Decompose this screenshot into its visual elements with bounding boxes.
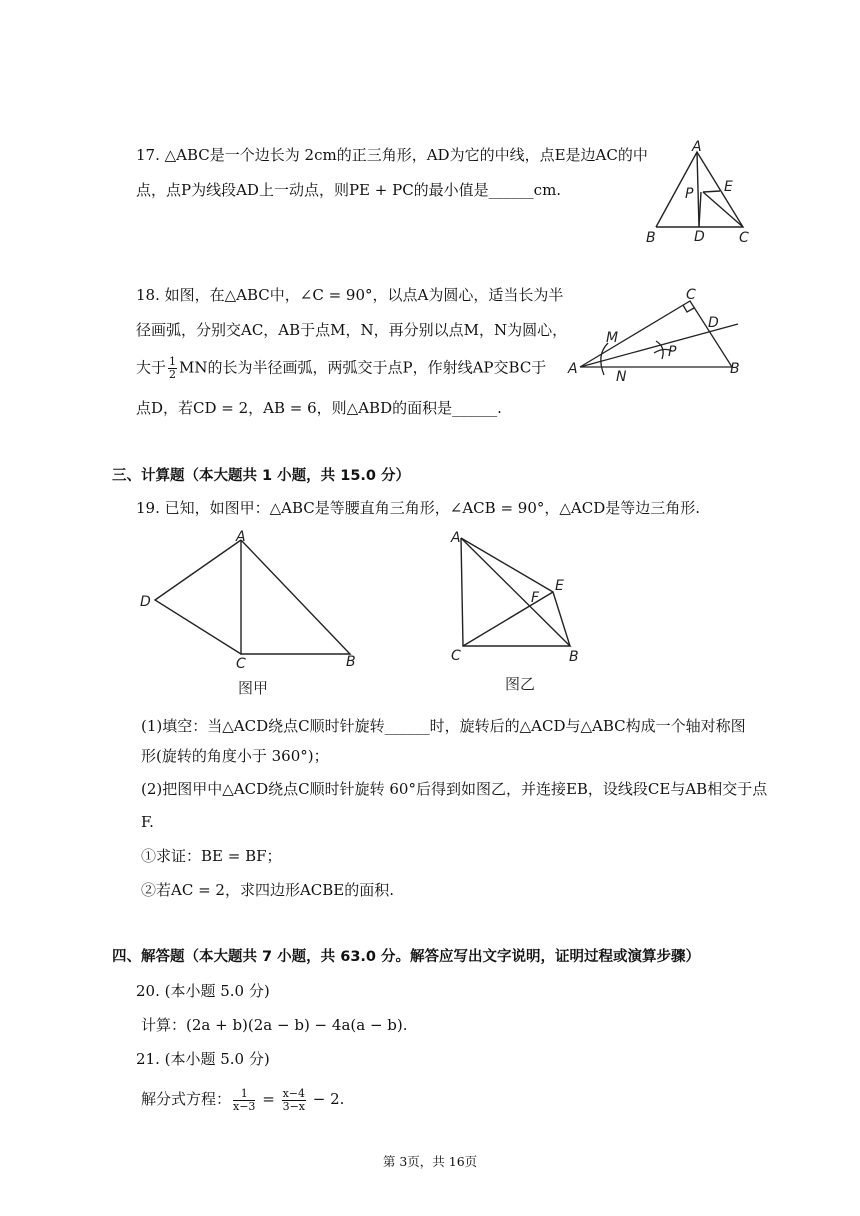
q18-line3-pre: 大于 xyxy=(136,358,167,377)
figure-17 xyxy=(640,140,760,250)
fig17-label-P: P xyxy=(685,186,694,202)
q20-header: 20. (本小题 5.0 分) xyxy=(136,982,270,1000)
fig-yi-label-F: F xyxy=(531,590,540,606)
fig-yi-label-C: C xyxy=(451,648,461,664)
fig-yi-segment-CE xyxy=(463,592,553,646)
fig-jia-triangle-ACD xyxy=(155,540,241,654)
figure-yi xyxy=(445,526,595,696)
q21-body xyxy=(141,1084,344,1114)
q19-part2-line2: F. xyxy=(141,813,154,831)
q21-frac1-num: 1 xyxy=(233,1088,255,1101)
q18-frac-den: 2 xyxy=(169,368,177,381)
q18-line1: 18. 如图，在△ABC中，∠C = 90°，以点A为圆心，适当长为半 xyxy=(136,286,564,304)
q18-line2: 径画弧，分别交AC，AB于点M，N，再分别以点M，N为圆心， xyxy=(136,321,568,339)
fig17-label-E: E xyxy=(724,179,733,195)
q18-line3 xyxy=(136,356,546,381)
q21-frac2-num: x−4 xyxy=(282,1086,305,1100)
fig17-label-A: A xyxy=(692,140,702,155)
q21-frac2-den: 3−x xyxy=(282,1099,305,1113)
q21-frac1-den: x−3 xyxy=(233,1099,256,1113)
q18-line3-post: MN的长为半径画弧，两弧交于点P，作射线AP交BC于 xyxy=(179,358,547,377)
q21-fraction-1 xyxy=(233,1088,255,1113)
q19-part2-line1: (2)把图甲中△ACD绕点C顺时针旋转 60°后得到如图乙，并连接EB，设线段CE与AB相交于点 xyxy=(141,780,768,798)
fig17-label-C: C xyxy=(739,230,749,246)
fig-jia-triangle-ABC xyxy=(241,540,350,654)
fig-yi-caption: 图乙 xyxy=(505,675,536,693)
q19-part1-line2: 形(旋转的角度小于 360°)； xyxy=(141,747,329,765)
q18-frac-num: 1 xyxy=(169,355,177,368)
fig17-segment xyxy=(699,192,701,227)
fig-jia-caption: 图甲 xyxy=(238,679,269,697)
fig18-label-B: B xyxy=(730,361,740,377)
fig-yi-label-B: B xyxy=(569,649,579,665)
fig-jia-label-C: C xyxy=(236,656,246,672)
fig18-label-D: D xyxy=(708,315,719,331)
figure-18 xyxy=(560,285,760,385)
q21-header: 21. (本小题 5.0 分) xyxy=(136,1050,270,1068)
fig17-segment-PC xyxy=(703,192,743,227)
fig-jia-label-B: B xyxy=(346,654,356,670)
q17-line1: 17. △ABC是一个边长为 2cm的正三角形，AD为它的中线，点E是边AC的中 xyxy=(136,146,648,164)
fig-yi-label-E: E xyxy=(555,578,564,594)
q19-sub2: ②若AC = 2，求四边形ACBE的面积. xyxy=(141,881,395,899)
q18-line4: 点D，若CD = 2，AB = 6，则△ABD的面积是______. xyxy=(136,399,502,417)
fig-jia-label-D: D xyxy=(140,594,151,610)
q19-part1-line1: (1)填空：当△ACD绕点C顺时针旋转______时，旋转后的△ACD与△ABC构成一个轴对称图 xyxy=(141,717,746,735)
fig-jia-label-A: A xyxy=(236,529,246,545)
q19-intro: 19. 已知，如图甲：△ABC是等腰直角三角形，∠ACB = 90°，△ACD是等边三角形. xyxy=(136,499,701,517)
fig17-label-D: D xyxy=(694,229,705,245)
fig17-segment-PE xyxy=(703,191,720,192)
fig18-arc-MN xyxy=(601,343,608,375)
fig18-label-A: A xyxy=(568,361,578,377)
fig-yi-label-A: A xyxy=(451,530,461,546)
fig18-label-C: C xyxy=(686,287,696,303)
q21-suffix: − 2. xyxy=(312,1090,345,1108)
q20-body: 计算：(2a + b)(2a − b) − 4a(a − b). xyxy=(141,1016,408,1034)
figure-jia xyxy=(132,528,372,698)
fig17-label-B: B xyxy=(646,230,656,246)
q21-prefix: 解分式方程： xyxy=(141,1090,232,1108)
q21-fraction-2 xyxy=(282,1088,306,1113)
q21-equals: = xyxy=(262,1090,275,1108)
q19-sub1: ①求证：BE = BF； xyxy=(141,847,282,865)
fig18-right-angle xyxy=(683,305,694,312)
section4-title: 四、解答题（本大题共 7 小题，共 63.0 分。解答应写出文字说明，证明过程或演算步骤） xyxy=(112,949,701,965)
fig17-median-AD xyxy=(697,152,699,227)
fig18-triangle xyxy=(580,301,732,367)
page-footer: 第 3页，共 16页 xyxy=(382,1154,478,1169)
section3-title: 三、计算题（本大题共 1 小题，共 15.0 分） xyxy=(112,468,411,484)
fig18-label-P: P xyxy=(668,344,677,360)
q17-line2: 点，点P为线段AD上一动点，则PE + PC的最小值是______cm. xyxy=(136,181,562,199)
q18-fraction xyxy=(168,356,177,381)
fig18-label-N: N xyxy=(616,369,627,385)
fig18-label-M: M xyxy=(606,330,619,346)
